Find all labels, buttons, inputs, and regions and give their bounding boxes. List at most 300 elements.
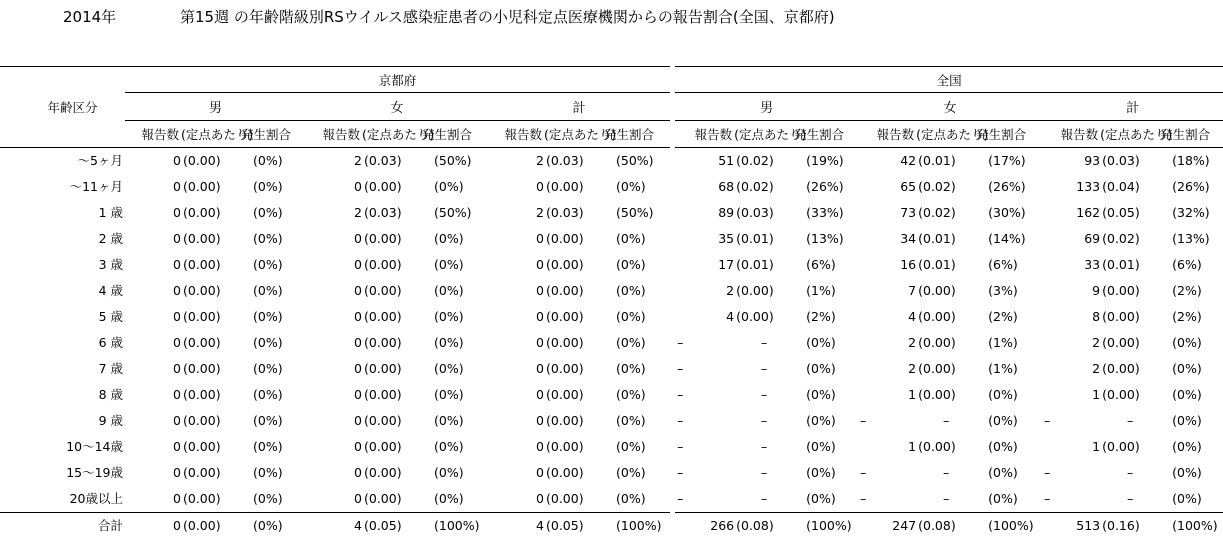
occurrence-ratio: (50%) [604, 200, 670, 226]
per-site-rate: – [734, 460, 794, 486]
per-site-rate: – [734, 408, 794, 434]
report-count: 0 [488, 252, 544, 278]
per-site-rate: (0.01) [734, 252, 794, 278]
ratio-header-kyoto-total: 発生割合 [604, 121, 670, 148]
occurrence-ratio: (100%) [976, 513, 1042, 539]
report-count: 0 [306, 226, 362, 252]
per-site-rate: (0.00) [181, 148, 241, 175]
per-site-rate: (0.00) [544, 252, 604, 278]
occurrence-ratio: (0%) [604, 434, 670, 460]
occurrence-ratio: (0%) [241, 408, 306, 434]
per-site-rate: (0.00) [362, 226, 422, 252]
occurrence-ratio: (0%) [422, 486, 488, 513]
per-site-rate: (0.00) [362, 434, 422, 460]
report-count: 0 [488, 382, 544, 408]
occurrence-ratio: (0%) [241, 200, 306, 226]
report-count: 0 [125, 304, 181, 330]
occurrence-ratio: (0%) [604, 174, 670, 200]
occurrence-ratio: (0%) [241, 252, 306, 278]
occurrence-ratio: (0%) [604, 486, 670, 513]
per-site-rate: (0.03) [544, 148, 604, 175]
occurrence-ratio: (0%) [241, 304, 306, 330]
report-count: 133 [1042, 174, 1100, 200]
sex-header-national-female: 女 [858, 93, 1042, 121]
occurrence-ratio: (0%) [604, 408, 670, 434]
report-count: 1 [1042, 382, 1100, 408]
report-count: – [675, 460, 734, 486]
total-row [0, 513, 1223, 539]
per-site-rate: (0.01) [916, 252, 976, 278]
report-count: 0 [125, 148, 181, 175]
report-count: 16 [858, 252, 916, 278]
per-site-rate: (0.08) [734, 513, 794, 539]
per-site-rate: (0.00) [362, 330, 422, 356]
per-site-rate: (0.08) [916, 513, 976, 539]
report-count: 69 [1042, 226, 1100, 252]
per-site-rate: (0.00) [362, 252, 422, 278]
ratio-header-kyoto-female: 発生割合 [422, 121, 488, 148]
report-count: – [675, 434, 734, 460]
per-site-rate: (0.00) [916, 356, 976, 382]
occurrence-ratio: (0%) [241, 148, 306, 175]
count-header-national-male: 報告数 [675, 121, 734, 148]
occurrence-ratio: (0%) [604, 252, 670, 278]
per-site-rate: (0.00) [362, 304, 422, 330]
rsv-age-table [0, 66, 1223, 539]
per-site-rate: – [1100, 486, 1160, 513]
occurrence-ratio: (2%) [1160, 304, 1223, 330]
age-label: 合計 [0, 513, 125, 539]
occurrence-ratio: (1%) [976, 356, 1042, 382]
per-site-rate: (0.02) [916, 174, 976, 200]
occurrence-ratio: (0%) [422, 330, 488, 356]
table-row [0, 304, 1223, 330]
report-count: 0 [488, 304, 544, 330]
occurrence-ratio: (0%) [976, 486, 1042, 513]
report-count: 4 [675, 304, 734, 330]
occurrence-ratio: (26%) [794, 174, 858, 200]
per-site-rate: (0.03) [1100, 148, 1160, 175]
occurrence-ratio: (0%) [422, 356, 488, 382]
occurrence-ratio: (0%) [794, 408, 858, 434]
occurrence-ratio: (19%) [794, 148, 858, 175]
occurrence-ratio: (100%) [794, 513, 858, 539]
per-site-rate: (0.00) [181, 304, 241, 330]
per-site-rate: (0.01) [734, 226, 794, 252]
per-site-rate: (0.02) [916, 200, 976, 226]
occurrence-ratio: (0%) [794, 460, 858, 486]
occurrence-ratio: (26%) [1160, 174, 1223, 200]
occurrence-ratio: (6%) [794, 252, 858, 278]
occurrence-ratio: (0%) [1160, 486, 1223, 513]
per-site-rate: – [734, 486, 794, 513]
per-site-rate: – [734, 434, 794, 460]
table-row [0, 252, 1223, 278]
sex-header-kyoto-female: 女 [306, 93, 488, 121]
per-site-rate: (0.00) [181, 200, 241, 226]
per-site-rate: (0.00) [362, 174, 422, 200]
per-site-rate: (0.00) [362, 460, 422, 486]
per-site-rate: – [916, 486, 976, 513]
occurrence-ratio: (32%) [1160, 200, 1223, 226]
report-count: 33 [1042, 252, 1100, 278]
occurrence-ratio: (0%) [1160, 330, 1223, 356]
report-count: – [675, 382, 734, 408]
sex-header-kyoto-male: 男 [125, 93, 306, 121]
per-site-rate: (0.00) [916, 434, 976, 460]
report-count: 51 [675, 148, 734, 175]
occurrence-ratio: (0%) [241, 278, 306, 304]
count-header-national-total: 報告数 [1042, 121, 1100, 148]
occurrence-ratio: (0%) [604, 304, 670, 330]
report-count: – [858, 486, 916, 513]
occurrence-ratio: (0%) [422, 278, 488, 304]
per-site-rate: (0.04) [1100, 174, 1160, 200]
page-header [0, 0, 1220, 40]
per-site-rate: (0.00) [362, 486, 422, 513]
per-site-header-national-total: (定点あたり) [1100, 121, 1160, 148]
per-site-rate: (0.00) [544, 304, 604, 330]
per-site-rate: (0.05) [362, 513, 422, 539]
occurrence-ratio: (6%) [976, 252, 1042, 278]
report-count: 0 [306, 434, 362, 460]
occurrence-ratio: (0%) [604, 382, 670, 408]
per-site-rate: (0.00) [544, 356, 604, 382]
per-site-rate: (0.03) [362, 148, 422, 175]
per-site-rate: (0.00) [1100, 278, 1160, 304]
report-count: 0 [306, 356, 362, 382]
ratio-header-national-female: 発生割合 [976, 121, 1042, 148]
per-site-rate: (0.00) [181, 486, 241, 513]
report-count: 0 [125, 382, 181, 408]
per-site-rate: (0.00) [544, 330, 604, 356]
per-site-rate: (0.00) [544, 486, 604, 513]
per-site-rate: (0.05) [544, 513, 604, 539]
age-label: 20歳以上 [0, 486, 125, 513]
report-count: 1 [858, 382, 916, 408]
report-count: 0 [125, 174, 181, 200]
report-count: 0 [306, 304, 362, 330]
region-header-national: 全国 [675, 67, 1223, 93]
occurrence-ratio: (50%) [422, 200, 488, 226]
table-row [0, 382, 1223, 408]
occurrence-ratio: (0%) [422, 226, 488, 252]
report-count: 34 [858, 226, 916, 252]
table-row [0, 356, 1223, 382]
per-site-rate: (0.00) [181, 174, 241, 200]
report-count: 0 [306, 252, 362, 278]
report-count: 68 [675, 174, 734, 200]
report-count: 2 [1042, 356, 1100, 382]
occurrence-ratio: (2%) [1160, 278, 1223, 304]
per-site-rate: – [1100, 408, 1160, 434]
per-site-rate: (0.00) [544, 408, 604, 434]
sex-header-national-total: 計 [1042, 93, 1223, 121]
report-count: 0 [306, 460, 362, 486]
per-site-rate: (0.05) [1100, 200, 1160, 226]
report-count: 0 [125, 226, 181, 252]
occurrence-ratio: (0%) [1160, 434, 1223, 460]
sex-header-kyoto-total: 計 [488, 93, 670, 121]
occurrence-ratio: (0%) [241, 330, 306, 356]
occurrence-ratio: (0%) [241, 382, 306, 408]
occurrence-ratio: (100%) [604, 513, 670, 539]
report-count: 2 [488, 200, 544, 226]
report-count: 0 [488, 408, 544, 434]
occurrence-ratio: (0%) [422, 174, 488, 200]
report-count: 2 [858, 356, 916, 382]
per-site-rate: (0.00) [544, 434, 604, 460]
occurrence-ratio: (100%) [1160, 513, 1223, 539]
per-site-rate: (0.00) [544, 460, 604, 486]
per-site-rate: (0.00) [544, 382, 604, 408]
per-site-rate: (0.00) [181, 226, 241, 252]
report-count: – [675, 330, 734, 356]
per-site-rate: (0.00) [1100, 356, 1160, 382]
age-label: 3 歳 [0, 252, 125, 278]
occurrence-ratio: (50%) [604, 148, 670, 175]
report-count: 2 [488, 148, 544, 175]
per-site-rate: – [916, 408, 976, 434]
table-row [0, 226, 1223, 252]
age-label: 15～19歳 [0, 460, 125, 486]
report-count: 0 [125, 200, 181, 226]
report-count: 0 [488, 174, 544, 200]
report-count: 0 [125, 408, 181, 434]
report-count: 0 [488, 278, 544, 304]
age-label: 1 歳 [0, 200, 125, 226]
per-site-rate: (0.01) [1100, 252, 1160, 278]
report-count: 0 [306, 278, 362, 304]
report-count: 2 [858, 330, 916, 356]
per-site-rate: (0.00) [181, 278, 241, 304]
report-count: 0 [306, 382, 362, 408]
report-count: 0 [488, 486, 544, 513]
per-site-rate: (0.00) [181, 382, 241, 408]
count-header-national-female: 報告数 [858, 121, 916, 148]
per-site-rate: (0.00) [1100, 382, 1160, 408]
report-count: 1 [1042, 434, 1100, 460]
per-site-rate: (0.00) [1100, 304, 1160, 330]
occurrence-ratio: (0%) [422, 434, 488, 460]
age-label: 4 歳 [0, 278, 125, 304]
count-header-kyoto-total: 報告数 [488, 121, 544, 148]
occurrence-ratio: (6%) [1160, 252, 1223, 278]
occurrence-ratio: (0%) [976, 382, 1042, 408]
occurrence-ratio: (18%) [1160, 148, 1223, 175]
per-site-rate: (0.00) [181, 513, 241, 539]
occurrence-ratio: (1%) [794, 278, 858, 304]
per-site-rate: (0.03) [544, 200, 604, 226]
occurrence-ratio: (0%) [604, 460, 670, 486]
report-count: 0 [125, 513, 181, 539]
per-site-rate: – [916, 460, 976, 486]
age-label: ～5ヶ月 [0, 148, 125, 175]
occurrence-ratio: (0%) [794, 486, 858, 513]
per-site-rate: (0.00) [181, 330, 241, 356]
ratio-header-national-male: 発生割合 [794, 121, 858, 148]
report-count: 7 [858, 278, 916, 304]
per-site-rate: (0.00) [734, 304, 794, 330]
report-count: 0 [125, 486, 181, 513]
per-site-header-kyoto-female: (定点あたり) [362, 121, 422, 148]
age-label: 7 歳 [0, 356, 125, 382]
occurrence-ratio: (2%) [794, 304, 858, 330]
report-count: 4 [488, 513, 544, 539]
per-site-rate: (0.01) [916, 226, 976, 252]
occurrence-ratio: (0%) [1160, 356, 1223, 382]
occurrence-ratio: (0%) [241, 434, 306, 460]
occurrence-ratio: (50%) [422, 148, 488, 175]
per-site-rate: (0.00) [1100, 330, 1160, 356]
report-count: 0 [488, 356, 544, 382]
occurrence-ratio: (0%) [604, 278, 670, 304]
ratio-header-national-total: 発生割合 [1160, 121, 1223, 148]
per-site-rate: (0.00) [181, 252, 241, 278]
table-row [0, 174, 1223, 200]
report-count: 9 [1042, 278, 1100, 304]
per-site-rate: (0.00) [1100, 434, 1160, 460]
per-site-rate: (0.03) [734, 200, 794, 226]
occurrence-ratio: (0%) [604, 226, 670, 252]
per-site-rate: (0.00) [181, 356, 241, 382]
report-count: 247 [858, 513, 916, 539]
occurrence-ratio: (30%) [976, 200, 1042, 226]
report-count: 266 [675, 513, 734, 539]
table-row [0, 408, 1223, 434]
per-site-rate: – [734, 330, 794, 356]
occurrence-ratio: (14%) [976, 226, 1042, 252]
count-header-kyoto-female: 報告数 [306, 121, 362, 148]
age-column-header: 年齢区分 [0, 67, 125, 148]
report-count: 0 [125, 278, 181, 304]
report-count: 42 [858, 148, 916, 175]
report-count: – [1042, 408, 1100, 434]
report-count: – [858, 460, 916, 486]
per-site-header-national-male: (定点あたり) [734, 121, 794, 148]
occurrence-ratio: (0%) [241, 460, 306, 486]
per-site-rate: (0.00) [734, 278, 794, 304]
report-count: – [1042, 460, 1100, 486]
table-row [0, 486, 1223, 513]
report-count: 162 [1042, 200, 1100, 226]
occurrence-ratio: (0%) [422, 304, 488, 330]
occurrence-ratio: (0%) [241, 356, 306, 382]
occurrence-ratio: (0%) [976, 434, 1042, 460]
occurrence-ratio: (0%) [794, 356, 858, 382]
age-label: 9 歳 [0, 408, 125, 434]
per-site-rate: (0.01) [916, 148, 976, 175]
sub-header-row [0, 121, 1223, 148]
occurrence-ratio: (0%) [1160, 382, 1223, 408]
per-site-rate: (0.00) [181, 434, 241, 460]
report-count: 1 [858, 434, 916, 460]
report-count: 4 [858, 304, 916, 330]
per-site-rate: (0.00) [362, 356, 422, 382]
occurrence-ratio: (0%) [241, 226, 306, 252]
report-count: 89 [675, 200, 734, 226]
report-count: 0 [306, 408, 362, 434]
table-row [0, 148, 1223, 175]
report-count: – [675, 408, 734, 434]
occurrence-ratio: (0%) [976, 408, 1042, 434]
occurrence-ratio: (0%) [604, 356, 670, 382]
occurrence-ratio: (17%) [976, 148, 1042, 175]
report-year: 2014年 [63, 6, 116, 27]
report-count: 2 [1042, 330, 1100, 356]
per-site-rate: (0.02) [734, 148, 794, 175]
table-body [0, 148, 1223, 513]
age-label: ～11ヶ月 [0, 174, 125, 200]
occurrence-ratio: (0%) [422, 460, 488, 486]
per-site-rate: – [734, 356, 794, 382]
sex-header-national-male: 男 [675, 93, 858, 121]
per-site-rate: (0.00) [916, 382, 976, 408]
occurrence-ratio: (0%) [794, 434, 858, 460]
per-site-rate: (0.00) [916, 330, 976, 356]
table-row [0, 278, 1223, 304]
per-site-header-kyoto-male: (定点あたり) [181, 121, 241, 148]
report-count: 93 [1042, 148, 1100, 175]
occurrence-ratio: (0%) [1160, 408, 1223, 434]
report-count: – [858, 408, 916, 434]
report-count: 8 [1042, 304, 1100, 330]
report-count: 0 [488, 226, 544, 252]
age-label: 10～14歳 [0, 434, 125, 460]
occurrence-ratio: (3%) [976, 278, 1042, 304]
table-row [0, 434, 1223, 460]
per-site-rate: (0.00) [362, 408, 422, 434]
report-count: 0 [488, 434, 544, 460]
per-site-rate: (0.00) [544, 278, 604, 304]
report-count: 0 [125, 356, 181, 382]
report-count: – [675, 356, 734, 382]
occurrence-ratio: (0%) [422, 382, 488, 408]
occurrence-ratio: (1%) [976, 330, 1042, 356]
per-site-header-national-female: (定点あたり) [916, 121, 976, 148]
occurrence-ratio: (13%) [1160, 226, 1223, 252]
occurrence-ratio: (0%) [241, 513, 306, 539]
report-count: 17 [675, 252, 734, 278]
per-site-rate: (0.00) [916, 304, 976, 330]
report-count: 0 [125, 434, 181, 460]
report-count: 4 [306, 513, 362, 539]
occurrence-ratio: (0%) [794, 382, 858, 408]
report-count: 0 [125, 460, 181, 486]
report-count: – [1042, 486, 1100, 513]
report-count: 65 [858, 174, 916, 200]
report-count: 2 [306, 148, 362, 175]
occurrence-ratio: (100%) [422, 513, 488, 539]
report-count: 0 [488, 460, 544, 486]
report-count: – [675, 486, 734, 513]
region-header-kyoto: 京都府 [125, 67, 670, 93]
per-site-rate: (0.03) [362, 200, 422, 226]
per-site-rate: (0.16) [1100, 513, 1160, 539]
occurrence-ratio: (0%) [1160, 460, 1223, 486]
report-count: 513 [1042, 513, 1100, 539]
occurrence-ratio: (0%) [794, 330, 858, 356]
report-count: 2 [306, 200, 362, 226]
occurrence-ratio: (0%) [422, 408, 488, 434]
table-row [0, 460, 1223, 486]
report-count: 0 [488, 330, 544, 356]
per-site-rate: (0.00) [181, 460, 241, 486]
report-count: 35 [675, 226, 734, 252]
report-count: 0 [306, 486, 362, 513]
per-site-rate: (0.02) [1100, 226, 1160, 252]
report-count: 2 [675, 278, 734, 304]
